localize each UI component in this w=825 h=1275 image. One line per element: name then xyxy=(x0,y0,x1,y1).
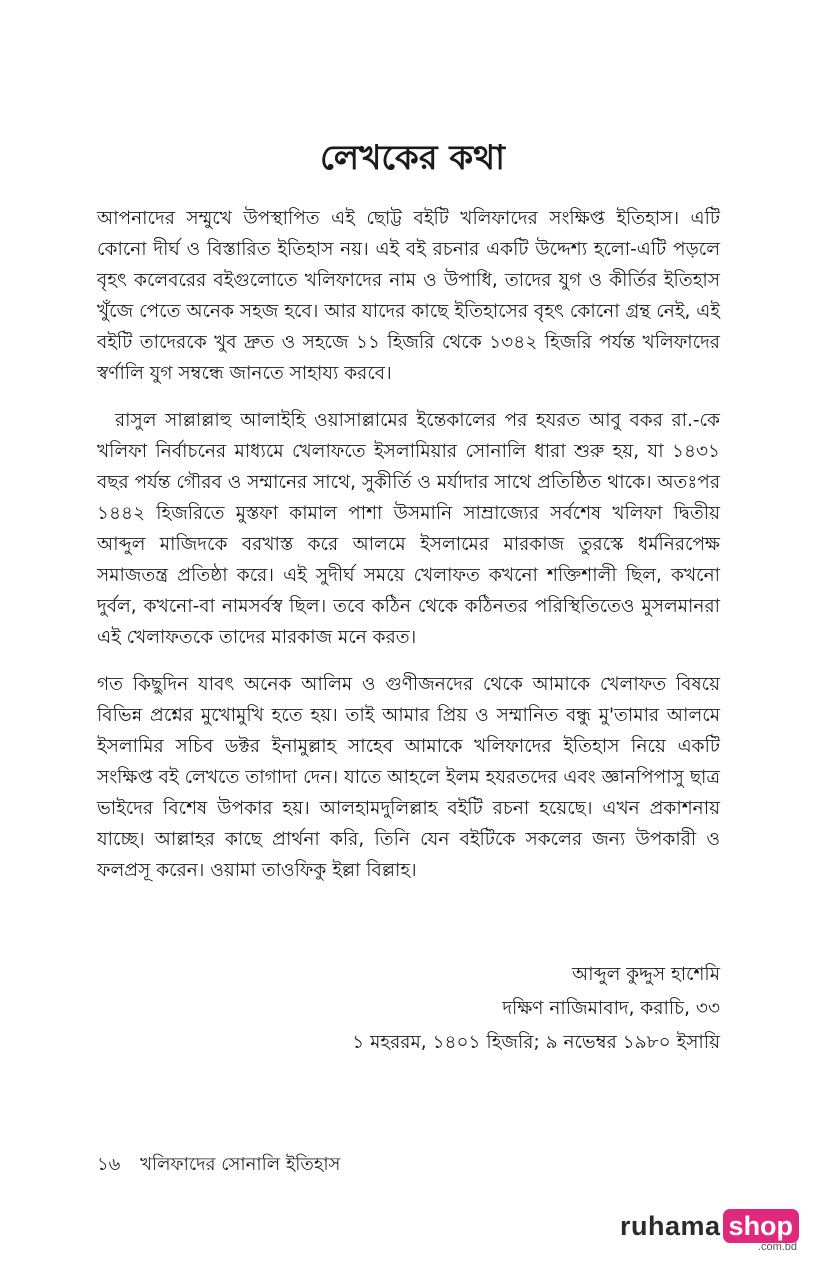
page-title: লেখকের কথা xyxy=(319,138,506,178)
running-title: খলিফাদের সোনালি ইতিহাস xyxy=(140,1154,341,1175)
page-footer xyxy=(97,1153,340,1177)
paragraph-3: গত কিছুদিন যাবৎ অনেক আলিম ও গুণীজনদের থেকে আমাকে খেলাফত বিষয়ে বিভিন্ন প্রশ্নের মুখোমুখি হতে হয়। তাই আমার প্রিয় ও সম্মানিত বন্ধু মু'তামার আলমে ইসলামির সচিব ডক্টর ইনামুল্লাহ সাহেব আমাকে খলিফাদের ইতিহাস নিয়ে একটি সংক্ষিপ্ত বই লেখতে তাগাদা দেন। যাতে আহলে ইলম হযরতদের এবং জ্ঞানপিপাসু ছাত্র ভাইদের বিশেষ উপকার হয়। আলহামদুলিল্লাহ বইটি রচনা হয়েছে। এখন প্রকাশনায় যাচ্ছে। আল্লাহর কাছে প্রার্থনা করি, তিনি যেন বইটিকে সকলের জন্য উপকারী ও ফলপ্রসূ করেন। ওয়ামা তাওফিকু ইল্লা বিল্লাহ। xyxy=(97,674,720,881)
author-name: আব্দুল কুদ্দুস হাশেমি xyxy=(572,964,720,985)
page-number: ১৬ xyxy=(97,1154,121,1175)
paragraph-2: রাসুল সাল্লাল্লাহু আলাইহি ওয়াসাল্লামের ইন্তেকালের পর হযরত আবু বকর রা.-কে খলিফা নির্বাচনের মাধ্যমে খেলাফতে ইসলামিয়ার সোনালি ধারা শুরু হয়, যা ১৪৩১ বছর পর্যন্ত গৌরব ও সম্মানের সাথে, সুকীর্তি ও মর্যাদার সাথে প্রতিষ্ঠিত থাকে। অতঃপর ১৪৪২ হিজরিতে মুস্তফা কামাল পাশা উসমানি সাম্রাজ্যের সর্বশেষ খলিফা দ্বিতীয় আব্দুল মাজিদকে বরখাস্ত করে আলমে ইসলামের মারকাজ তুরস্কে ধর্মনিরপেক্ষ সমাজতন্ত্র প্রতিষ্ঠা করে। এই সুদীর্ঘ সময়ে খেলাফত কখনো শক্তিশালী ছিল, কখনো দুর্বল, কখনো-বা নামসর্বস্ব ছিল। তবে কঠিন থেকে কঠিনতর পরিস্থিতিতেও মুসলমানরা এই খেলাফতকে তাদের মারকাজ মনে করত। xyxy=(97,410,720,648)
ruhamashop-logo xyxy=(620,1208,799,1256)
paragraph-1: আপনাদের সম্মুখে উপস্থাপিত এই ছোট্ট বইটি খলিফাদের সংক্ষিপ্ত ইতিহাস। এটি কোনো দীর্ঘ ও বিস্তারিত ইতিহাস নয়। এই বই রচনার একটি উদ্দেশ্য হলো-এটি পড়লে বৃহৎ কলেবরের বইগুলোতে খলিফাদের নাম ও উপাধি, তাদের যুগ ও কীর্তির ইতিহাস খুঁজে পেতে অনেক সহজ হবে। আর যাদের কাছে ইতিহাসের বৃহৎ কোনো গ্রন্থ নেই, এই বইটি তাদেরকে খুব দ্রুত ও সহজে ১১ হিজরি থেকে ১৩৪২ হিজরি পর্যন্ত খলিফাদের স্বর্ণালি যুগ সম্বন্ধে জানতে সাহায্য করবে। xyxy=(97,208,720,384)
preface-body xyxy=(97,203,720,902)
logo-domain: .com.bd xyxy=(757,1241,798,1253)
logo-shop-badge xyxy=(723,1208,800,1253)
author-signature xyxy=(352,958,720,1060)
logo-brand-word: ruhama xyxy=(620,1211,721,1241)
author-date: ১ মহররম, ১৪০১ হিজরি; ৯ নভেম্বর ১৯৮০ ইসায়ি xyxy=(352,1032,720,1053)
logo-shop-word: shop xyxy=(723,1209,800,1243)
author-place: দক্ষিণ নাজিমাবাদ, করাচি, ৩৩ xyxy=(502,998,720,1019)
